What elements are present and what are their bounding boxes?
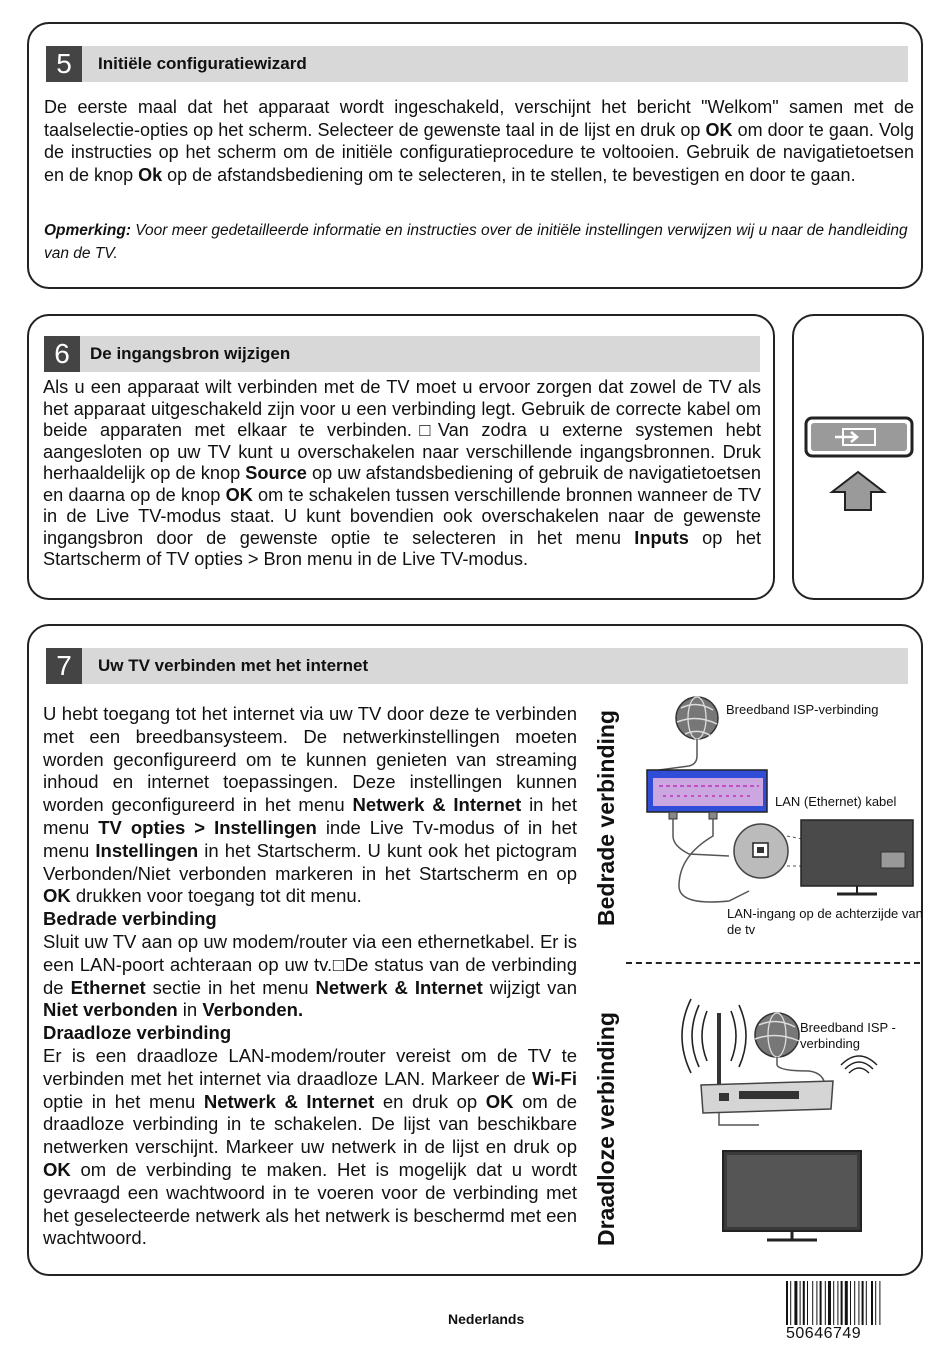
diagram-divider	[626, 962, 920, 964]
section-7-header	[46, 648, 908, 684]
barcode-bar	[786, 1281, 788, 1325]
label-lan-cable: LAN (Ethernet) kabel	[775, 794, 897, 809]
globe-icon	[755, 1013, 799, 1057]
barcode-bar	[837, 1281, 838, 1325]
section-number: 7	[46, 648, 82, 684]
section-7-box	[27, 624, 923, 1276]
barcode-bar	[875, 1281, 876, 1325]
bold-run: OK	[43, 885, 71, 907]
footer-language: Nederlands	[448, 1311, 525, 1327]
barcode-bar	[816, 1281, 817, 1325]
barcode-bar	[820, 1281, 822, 1325]
bold-run: OK	[485, 1090, 514, 1112]
wired-diagram	[619, 686, 919, 936]
barcode-bar	[854, 1281, 855, 1325]
bold-run: Instellingen	[95, 839, 199, 861]
text-run: op de afstandsbediening om te selecteren, in te stellen, te bevestigen en door te gaan.	[162, 164, 856, 185]
text-run: in	[177, 999, 203, 1021]
section-title: De ingangsbron wijzigen	[90, 344, 291, 363]
barcode-bar	[858, 1281, 859, 1325]
bold-run: Source	[245, 463, 307, 483]
text-run: Sluit uw TV aan op uw modem/router via een ethernetkabel. Er is een LAN-poort achteraan op uw tv.□De status van de verbinding de	[43, 930, 577, 998]
bold-run: OK	[43, 1158, 71, 1180]
bold-run: OK	[225, 484, 253, 505]
bold-run: Ethernet	[70, 976, 146, 998]
bold-run: Netwerk & Internet	[315, 976, 483, 998]
vertical-label-wireless: Draadloze verbinding	[593, 1012, 619, 1246]
barcode-bar	[825, 1281, 826, 1325]
section-5-header	[46, 46, 908, 82]
text-run: op het Startscherm of TV opties > Bron menu in de Live TV-modus.	[43, 527, 761, 569]
section-5-note	[44, 219, 914, 265]
modem-icon	[647, 770, 767, 819]
text-run: Er is een draadloze LAN-modem/router vereist om de TV te verbinden met het internet via draadloze LAN. Markeer de	[43, 1044, 577, 1089]
label-isp: Breedband ISP-verbinding	[726, 702, 879, 717]
barcode-bar	[800, 1281, 801, 1325]
text-run: op uw afstandsbediening of gebruik de navigatietoetsen en daarna op de knop	[43, 463, 761, 505]
section-6-box	[27, 314, 775, 600]
section-6-body	[43, 377, 761, 571]
barcode-bar	[841, 1281, 843, 1325]
text-run: om door te gaan. Volg de instructies op het scherm om de initiële configuratieprocedure te voltooien. Gebruik de navigatietoetsen en de knop	[44, 119, 915, 185]
wired-paragraph	[43, 931, 577, 1022]
wired-title: Bedrade verbinding	[43, 908, 217, 930]
barcode-bar	[794, 1281, 797, 1325]
wireless-paragraph	[43, 1045, 577, 1250]
wireless-title: Draadloze verbinding	[43, 1022, 232, 1044]
barcode-bar	[790, 1281, 791, 1325]
wifi-waves-icon	[682, 999, 746, 1073]
barcode-bar	[828, 1281, 831, 1325]
note-text: Voor meer gedetailleerde informatie en instructies over de initiële instellingen verwijzen wij u naar de handleiding van de TV.	[44, 222, 908, 262]
barcode-bar	[803, 1281, 805, 1325]
text-run: om de verbinding te maken. Het is mogelijk dat u wordt gevraagd een wachtwoord in te voeren voor de verbinding met het geselecteerde netwerk als het netwerk is beschermd met een wachtwoord.	[43, 1158, 577, 1249]
text-run: in het menu	[43, 794, 577, 838]
barcode-bar	[871, 1281, 873, 1325]
section-7-text	[43, 703, 577, 1250]
text-run: Als u een apparaat wilt verbinden met de TV moet u ervoor zorgen dat zowel de TV als het apparaat uitgeschakeld zijn voor u een verbinding legt. Gebruik de correcte kabel om beide apparaten met elkaar te verbinden.□Van zodra u externe systemen hebt aangesloten op uw TV kunt u overschakelen naar verschillende ingangsbronnen. Druk herhaaldelijk op de knop	[43, 377, 761, 483]
section-title: Initiële configuratiewizard	[98, 54, 307, 73]
barcode-bar	[807, 1281, 808, 1325]
note-label: Opmerking:	[44, 222, 131, 239]
text-run: om de draadloze verbinding in te schakelen. De lijst van beschikbare netwerken verschijnt. Markeer uw netwerk in de lijst en druk op	[43, 1090, 577, 1158]
barcode-bar	[845, 1281, 848, 1325]
up-arrow-icon	[832, 472, 884, 510]
globe-icon	[676, 697, 718, 739]
barcode-number: 50646749	[786, 1325, 862, 1342]
barcode	[784, 1281, 904, 1325]
text-run: sectie in het menu	[145, 976, 316, 998]
section-5-body	[44, 96, 914, 186]
bold-run: OK	[705, 119, 733, 140]
text-run: drukken voor toegang tot dit menu.	[70, 885, 362, 907]
text-run: De eerste maal dat het apparaat wordt ingeschakeld, verschijnt het bericht "Welkom" samen met de taalselectie-opties op het scherm. Selecteer de gewenste taal in de lijst en druk op	[44, 97, 914, 140]
bold-run: Ok	[138, 164, 163, 185]
label-lan-input: LAN-ingang op de achterzijde van de tv	[727, 906, 923, 937]
barcode-bar	[812, 1281, 813, 1325]
bold-run: Inputs	[634, 527, 689, 548]
bold-run: Verbonden.	[202, 999, 304, 1021]
barcode-bar	[833, 1281, 834, 1325]
section-6-header	[44, 336, 760, 372]
section-number: 5	[46, 46, 82, 82]
barcode-bar	[850, 1281, 851, 1325]
bold-run: Netwerk & Internet	[203, 1090, 375, 1112]
tv-icon	[723, 1151, 861, 1240]
section-5-box	[27, 22, 923, 289]
bold-run: TV opties > Instellingen	[98, 816, 317, 838]
input-source-icon	[806, 418, 912, 456]
text-run: en druk op	[374, 1090, 486, 1112]
bold-run: Niet verbonden	[43, 999, 178, 1021]
intro-paragraph	[43, 703, 577, 908]
remote-illustration	[792, 314, 924, 600]
text-run: U hebt toegang tot het internet via uw TV door deze te verbinden met een breedbansysteem. De netwerkinstellingen moeten worden geconfigureerd om te kunnen genieten van streaming inhoud en internet toepassingen. Deze instellingen kunnen worden geconfigureerd in het menu	[43, 703, 577, 816]
barcode-bar	[866, 1281, 867, 1325]
barcode-bar	[862, 1281, 864, 1325]
text-run: wijzigt van	[482, 976, 577, 998]
tv-back-icon	[801, 820, 913, 894]
lan-port-icon	[734, 824, 788, 878]
barcode-bar	[879, 1281, 880, 1325]
wifi-small-icon	[841, 1056, 877, 1073]
text-run: in het Startscherm. U kunt ook het pictogram Verbonden/Niet verbonden markeren in het Startscherm en op	[43, 839, 577, 884]
bold-run: Wi-Fi	[531, 1067, 577, 1089]
label-isp-wireless: Breedband ISP -verbinding	[800, 1020, 896, 1051]
text-run: inde Live Tv-modus of in het menu	[43, 816, 578, 861]
source-button-panel	[792, 314, 924, 600]
text-run: om te schakelen tussen verschillende bronnen wanneer de TV in de Live TV-modus staat. U kunt bovendien ook overschakelen naar de gewenste ingangsbron door de gewenste optie te selecteren in het menu	[43, 484, 761, 548]
section-title: Uw TV verbinden met het internet	[98, 656, 369, 675]
bold-run: Netwerk & Internet	[352, 794, 522, 816]
text-run: optie in het menu	[43, 1090, 204, 1112]
section-number: 6	[44, 336, 80, 372]
vertical-label-wired: Bedrade verbinding	[593, 710, 619, 926]
